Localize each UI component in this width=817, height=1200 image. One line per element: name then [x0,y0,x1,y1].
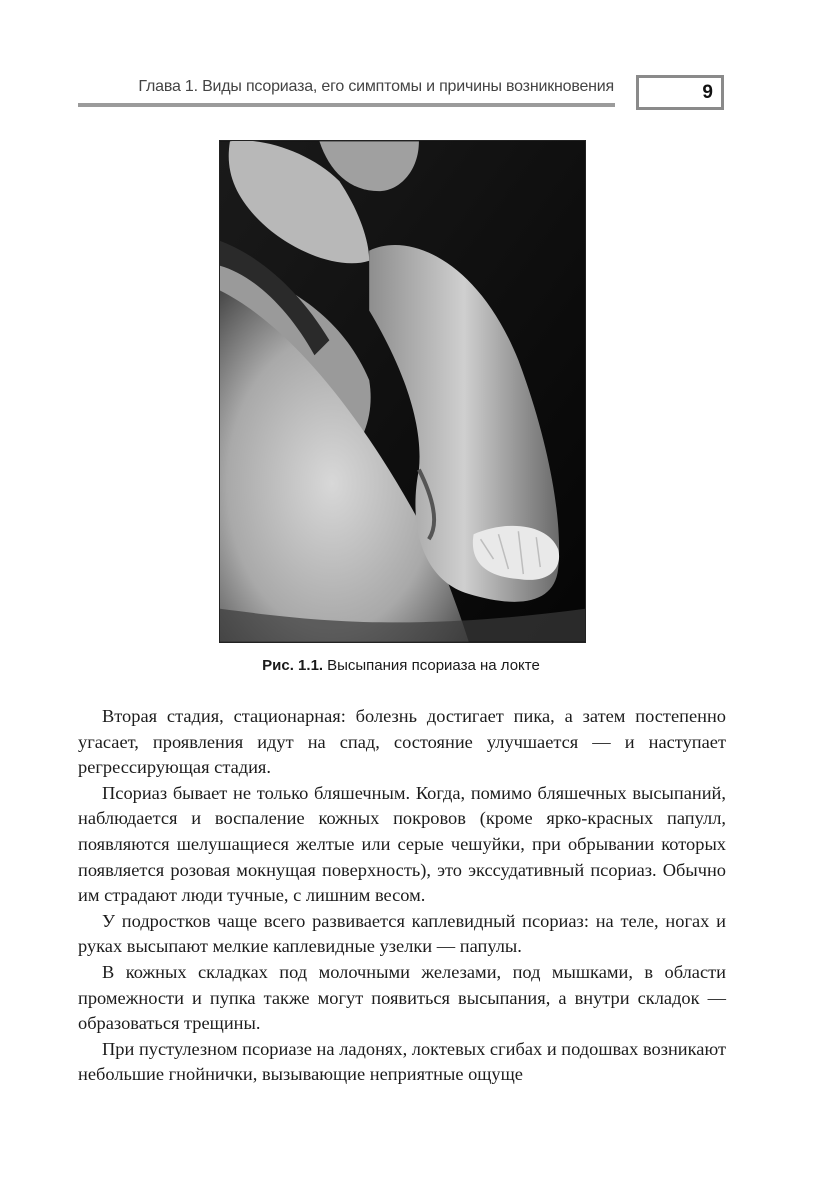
header-rule [78,103,615,107]
paragraph: При пустулезном псориазе на ладонях, локтевых сгибах и подошвах возникают небольшие гнойнички, вызывающие неприятные ощуще [78,1038,726,1085]
elbow-psoriasis-photo [220,141,585,642]
paragraph: В кожных складках под молочными железами, под мышками, в области промежности и пупка также могут появиться высыпания, а внутри складок — образоваться трещины. [78,961,726,1034]
paragraph: Псориаз бывает не только бляшечным. Когда, помимо бляшечных высыпаний, наблюдается и воспаление кожных покровов (кроме ярко-красных папулл, появляются шелушащиеся желтые или серые чешуйки, при обрывании которых появляется розовая мокнущая поверхность), это экссудативный псориаз. Обычно им страдают люди тучные, с лишним весом. [78,782,726,906]
figure-caption-text: Высыпания псориаза на локте [327,657,540,674]
figure-label: Рис. 1.1. [262,657,324,674]
paragraph: Вторая стадия, стационарная: болезнь достигает пика, а затем постепенно угасает, проявления идут на спад, состояние улучшается — и наступает регрессирующая стадия. [78,706,726,778]
paragraph: У подростков чаще всего развивается каплевидный псориаз: на теле, ногах и руках высыпают мелкие каплевидные узелки — папулы. [78,910,726,957]
page-number: 9 [702,82,713,103]
page-number-box [636,75,724,110]
figure-caption [78,657,724,674]
figure-photo [219,140,586,643]
body-text [78,704,726,1088]
chapter-header-title: Глава 1. Виды псориаза, его симптомы и причины возникновения [138,78,614,95]
